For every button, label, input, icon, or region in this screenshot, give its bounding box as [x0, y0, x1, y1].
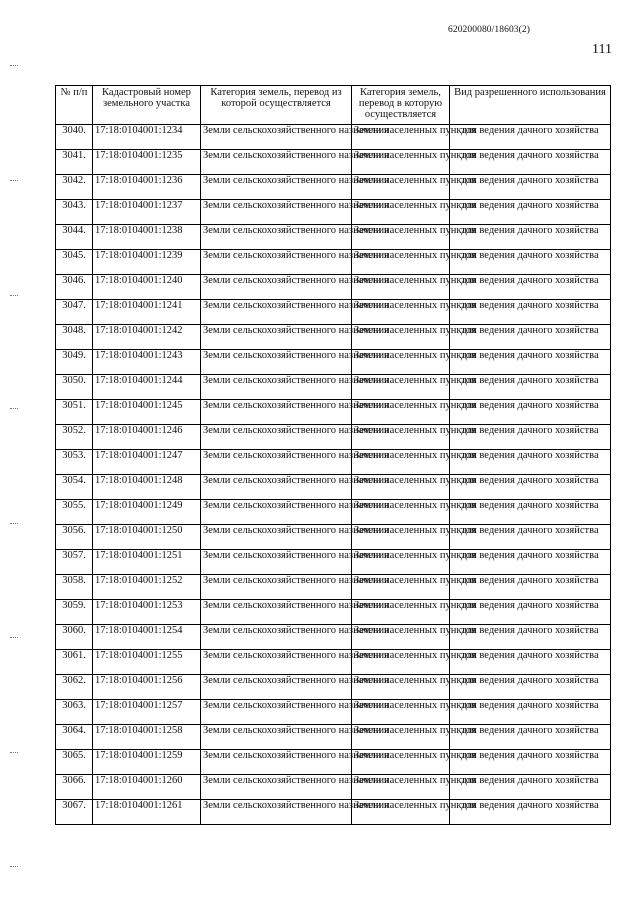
category-to-cell: Земли населенных пунктов: [352, 400, 450, 425]
row-number-cell: 3060.: [56, 625, 93, 650]
permitted-use-cell: для ведения дачного хозяйства: [450, 275, 611, 300]
table-row: [56, 625, 611, 650]
row-number-cell: 3053.: [56, 450, 93, 475]
table-row: [56, 425, 611, 450]
column-header-category-from: Категория земель, перевод из которой осуществляется: [201, 86, 352, 125]
permitted-use-cell: для ведения дачного хозяйства: [450, 725, 611, 750]
cadastral-number-cell: 17:18:0104001:1236: [93, 175, 201, 200]
cadastral-number-cell: 17:18:0104001:1254: [93, 625, 201, 650]
row-number-cell: 3048.: [56, 325, 93, 350]
category-from-cell: Земли сельскохозяйственного назначения: [201, 300, 352, 325]
category-to-cell: Земли населенных пунктов: [352, 375, 450, 400]
category-from-cell: Земли сельскохозяйственного назначения: [201, 350, 352, 375]
cadastral-number-cell: 17:18:0104001:1259: [93, 750, 201, 775]
column-header-permitted-use: Вид разрешенного использования: [450, 86, 611, 125]
table-row: [56, 450, 611, 475]
column-header-category-to: Категория земель, перевод в которую осуществляется: [352, 86, 450, 125]
category-from-cell: Земли сельскохозяйственного назначения: [201, 700, 352, 725]
permitted-use-cell: для ведения дачного хозяйства: [450, 375, 611, 400]
cadastral-number-cell: 17:18:0104001:1245: [93, 400, 201, 425]
land-registry-table: [55, 85, 611, 825]
category-to-cell: Земли населенных пунктов: [352, 500, 450, 525]
category-to-cell: Земли населенных пунктов: [352, 450, 450, 475]
cadastral-number-cell: 17:18:0104001:1261: [93, 800, 201, 825]
row-number-cell: 3042.: [56, 175, 93, 200]
cadastral-number-cell: 17:18:0104001:1252: [93, 575, 201, 600]
cadastral-number-cell: 17:18:0104001:1244: [93, 375, 201, 400]
cadastral-number-cell: 17:18:0104001:1242: [93, 325, 201, 350]
category-to-cell: Земли населенных пунктов: [352, 700, 450, 725]
permitted-use-cell: для ведения дачного хозяйства: [450, 600, 611, 625]
table-row: [56, 775, 611, 800]
permitted-use-cell: для ведения дачного хозяйства: [450, 425, 611, 450]
table-row: [56, 575, 611, 600]
category-from-cell: Земли сельскохозяйственного назначения: [201, 650, 352, 675]
category-from-cell: Земли сельскохозяйственного назначения: [201, 625, 352, 650]
permitted-use-cell: для ведения дачного хозяйства: [450, 625, 611, 650]
category-from-cell: Земли сельскохозяйственного назначения: [201, 400, 352, 425]
table-row: [56, 475, 611, 500]
table-body: [56, 125, 611, 825]
row-number-cell: 3045.: [56, 250, 93, 275]
permitted-use-cell: для ведения дачного хозяйства: [450, 575, 611, 600]
table-row: [56, 500, 611, 525]
category-from-cell: Земли сельскохозяйственного назначения: [201, 225, 352, 250]
margin-mark: [10, 65, 18, 68]
category-from-cell: Земли сельскохозяйственного назначения: [201, 575, 352, 600]
category-to-cell: Земли населенных пунктов: [352, 250, 450, 275]
row-number-cell: 3057.: [56, 550, 93, 575]
category-to-cell: Земли населенных пунктов: [352, 425, 450, 450]
permitted-use-cell: для ведения дачного хозяйства: [450, 550, 611, 575]
row-number-cell: 3056.: [56, 525, 93, 550]
row-number-cell: 3049.: [56, 350, 93, 375]
category-to-cell: Земли населенных пунктов: [352, 600, 450, 625]
category-to-cell: Земли населенных пунктов: [352, 300, 450, 325]
category-from-cell: Земли сельскохозяйственного назначения: [201, 775, 352, 800]
category-from-cell: Земли сельскохозяйственного назначения: [201, 150, 352, 175]
cadastral-number-cell: 17:18:0104001:1234: [93, 125, 201, 150]
row-number-cell: 3040.: [56, 125, 93, 150]
cadastral-number-cell: 17:18:0104001:1247: [93, 450, 201, 475]
category-from-cell: Земли сельскохозяйственного назначения: [201, 500, 352, 525]
cadastral-number-cell: 17:18:0104001:1239: [93, 250, 201, 275]
category-from-cell: Земли сельскохозяйственного назначения: [201, 725, 352, 750]
row-number-cell: 3046.: [56, 275, 93, 300]
cadastral-number-cell: 17:18:0104001:1248: [93, 475, 201, 500]
table-row: [56, 275, 611, 300]
table-row: [56, 375, 611, 400]
cadastral-number-cell: 17:18:0104001:1238: [93, 225, 201, 250]
permitted-use-cell: для ведения дачного хозяйства: [450, 200, 611, 225]
cadastral-number-cell: 17:18:0104001:1241: [93, 300, 201, 325]
table-header: [56, 86, 611, 125]
category-to-cell: Земли населенных пунктов: [352, 200, 450, 225]
header-row: [56, 86, 611, 125]
category-to-cell: Земли населенных пунктов: [352, 575, 450, 600]
category-from-cell: Земли сельскохозяйственного назначения: [201, 550, 352, 575]
cadastral-number-cell: 17:18:0104001:1251: [93, 550, 201, 575]
category-from-cell: Земли сельскохозяйственного назначения: [201, 450, 352, 475]
row-number-cell: 3066.: [56, 775, 93, 800]
row-number-cell: 3043.: [56, 200, 93, 225]
category-from-cell: Земли сельскохозяйственного назначения: [201, 425, 352, 450]
row-number-cell: 3058.: [56, 575, 93, 600]
permitted-use-cell: для ведения дачного хозяйства: [450, 775, 611, 800]
category-to-cell: Земли населенных пунктов: [352, 350, 450, 375]
category-from-cell: Земли сельскохозяйственного назначения: [201, 750, 352, 775]
page-number: 111: [592, 42, 612, 57]
margin-mark: [10, 180, 18, 183]
cadastral-number-cell: 17:18:0104001:1258: [93, 725, 201, 750]
cadastral-number-cell: 17:18:0104001:1255: [93, 650, 201, 675]
category-from-cell: Земли сельскохозяйственного назначения: [201, 125, 352, 150]
table-row: [56, 175, 611, 200]
cadastral-number-cell: 17:18:0104001:1235: [93, 150, 201, 175]
table-row: [56, 200, 611, 225]
row-number-cell: 3054.: [56, 475, 93, 500]
cadastral-number-cell: 17:18:0104001:1240: [93, 275, 201, 300]
permitted-use-cell: для ведения дачного хозяйства: [450, 800, 611, 825]
category-to-cell: Земли населенных пунктов: [352, 525, 450, 550]
cadastral-number-cell: 17:18:0104001:1260: [93, 775, 201, 800]
category-from-cell: Земли сельскохозяйственного назначения: [201, 275, 352, 300]
category-to-cell: Земли населенных пунктов: [352, 725, 450, 750]
table-row: [56, 125, 611, 150]
table-row: [56, 300, 611, 325]
permitted-use-cell: для ведения дачного хозяйства: [450, 300, 611, 325]
row-number-cell: 3064.: [56, 725, 93, 750]
cadastral-number-cell: 17:18:0104001:1243: [93, 350, 201, 375]
row-number-cell: 3065.: [56, 750, 93, 775]
margin-mark: [10, 752, 18, 755]
permitted-use-cell: для ведения дачного хозяйства: [450, 450, 611, 475]
category-to-cell: Земли населенных пунктов: [352, 750, 450, 775]
table-row: [56, 350, 611, 375]
row-number-cell: 3063.: [56, 700, 93, 725]
row-number-cell: 3051.: [56, 400, 93, 425]
table-row: [56, 600, 611, 625]
row-number-cell: 3052.: [56, 425, 93, 450]
margin-mark: [10, 408, 18, 411]
table-row: [56, 400, 611, 425]
column-header-number: № п/п: [56, 86, 93, 125]
category-to-cell: Земли населенных пунктов: [352, 550, 450, 575]
permitted-use-cell: для ведения дачного хозяйства: [450, 175, 611, 200]
category-to-cell: Земли населенных пунктов: [352, 175, 450, 200]
permitted-use-cell: для ведения дачного хозяйства: [450, 400, 611, 425]
category-to-cell: Земли населенных пунктов: [352, 275, 450, 300]
category-to-cell: Земли населенных пунктов: [352, 650, 450, 675]
table-row: [56, 800, 611, 825]
category-from-cell: Земли сельскохозяйственного назначения: [201, 250, 352, 275]
row-number-cell: 3044.: [56, 225, 93, 250]
row-number-cell: 3059.: [56, 600, 93, 625]
margin-mark: [10, 523, 18, 526]
cadastral-number-cell: 17:18:0104001:1249: [93, 500, 201, 525]
category-to-cell: Земли населенных пунктов: [352, 475, 450, 500]
cadastral-number-cell: 17:18:0104001:1250: [93, 525, 201, 550]
cadastral-number-cell: 17:18:0104001:1237: [93, 200, 201, 225]
permitted-use-cell: для ведения дачного хозяйства: [450, 250, 611, 275]
table-row: [56, 675, 611, 700]
table-row: [56, 250, 611, 275]
category-to-cell: Земли населенных пунктов: [352, 150, 450, 175]
cadastral-number-cell: 17:18:0104001:1256: [93, 675, 201, 700]
category-from-cell: Земли сельскохозяйственного назначения: [201, 175, 352, 200]
document-number: 620200080/18603(2): [448, 25, 531, 35]
cadastral-number-cell: 17:18:0104001:1246: [93, 425, 201, 450]
row-number-cell: 3047.: [56, 300, 93, 325]
permitted-use-cell: для ведения дачного хозяйства: [450, 700, 611, 725]
permitted-use-cell: для ведения дачного хозяйства: [450, 525, 611, 550]
permitted-use-cell: для ведения дачного хозяйства: [450, 475, 611, 500]
permitted-use-cell: для ведения дачного хозяйства: [450, 225, 611, 250]
category-from-cell: Земли сельскохозяйственного назначения: [201, 675, 352, 700]
category-from-cell: Земли сельскохозяйственного назначения: [201, 475, 352, 500]
row-number-cell: 3067.: [56, 800, 93, 825]
category-from-cell: Земли сельскохозяйственного назначения: [201, 200, 352, 225]
table-row: [56, 550, 611, 575]
row-number-cell: 3062.: [56, 675, 93, 700]
category-to-cell: Земли населенных пунктов: [352, 125, 450, 150]
permitted-use-cell: для ведения дачного хозяйства: [450, 150, 611, 175]
table-row: [56, 525, 611, 550]
table-row: [56, 150, 611, 175]
permitted-use-cell: для ведения дачного хозяйства: [450, 350, 611, 375]
margin-mark: [10, 295, 18, 298]
row-number-cell: 3061.: [56, 650, 93, 675]
table-row: [56, 725, 611, 750]
table-row: [56, 750, 611, 775]
category-from-cell: Земли сельскохозяйственного назначения: [201, 600, 352, 625]
permitted-use-cell: для ведения дачного хозяйства: [450, 125, 611, 150]
permitted-use-cell: для ведения дачного хозяйства: [450, 675, 611, 700]
permitted-use-cell: для ведения дачного хозяйства: [450, 500, 611, 525]
category-from-cell: Земли сельскохозяйственного назначения: [201, 325, 352, 350]
row-number-cell: 3050.: [56, 375, 93, 400]
category-to-cell: Земли населенных пунктов: [352, 325, 450, 350]
category-from-cell: Земли сельскохозяйственного назначения: [201, 800, 352, 825]
permitted-use-cell: для ведения дачного хозяйства: [450, 750, 611, 775]
table-row: [56, 325, 611, 350]
margin-mark: [10, 866, 18, 869]
row-number-cell: 3041.: [56, 150, 93, 175]
table-row: [56, 700, 611, 725]
margin-mark: [10, 637, 18, 640]
category-to-cell: Земли населенных пунктов: [352, 225, 450, 250]
category-from-cell: Земли сельскохозяйственного назначения: [201, 525, 352, 550]
category-from-cell: Земли сельскохозяйственного назначения: [201, 375, 352, 400]
category-to-cell: Земли населенных пунктов: [352, 625, 450, 650]
category-to-cell: Земли населенных пунктов: [352, 775, 450, 800]
permitted-use-cell: для ведения дачного хозяйства: [450, 650, 611, 675]
category-to-cell: Земли населенных пунктов: [352, 675, 450, 700]
cadastral-number-cell: 17:18:0104001:1257: [93, 700, 201, 725]
cadastral-number-cell: 17:18:0104001:1253: [93, 600, 201, 625]
row-number-cell: 3055.: [56, 500, 93, 525]
table-row: [56, 650, 611, 675]
table-row: [56, 225, 611, 250]
category-to-cell: Земли населенных пунктов: [352, 800, 450, 825]
column-header-cadastral-number: Кадастровый номер земельного участка: [93, 86, 201, 125]
permitted-use-cell: для ведения дачного хозяйства: [450, 325, 611, 350]
